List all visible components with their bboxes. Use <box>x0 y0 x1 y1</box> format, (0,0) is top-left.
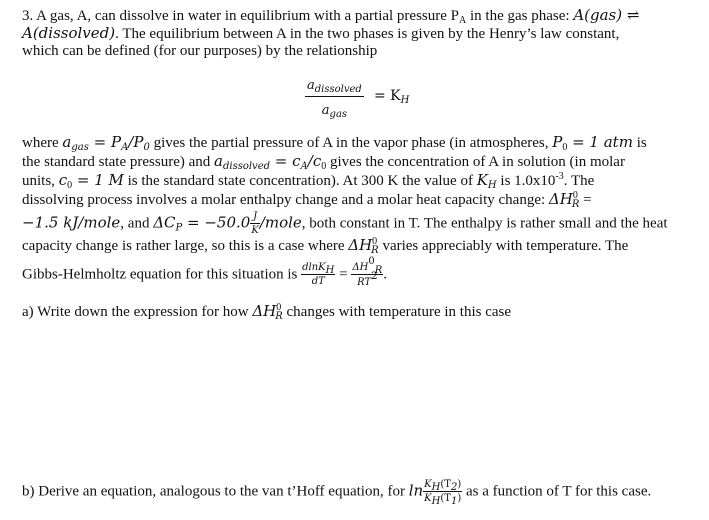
intro-line-3 <box>22 42 377 60</box>
part-b-question: b) Derive an equation, analogous to the van t’Hoff equation, for ln $\frac{K_H(T_2)}{K_H(T_1)}$ as a function of T for this case. <box>22 479 652 507</box>
body-line-3: units, $c_0 = 1$ M is the standard state concentration). At 300 K the value of $K_H$ is $1.0x10^{-3}$. The <box>22 171 595 191</box>
body-line-6: capacity change is rather large, so this is a case where $\Delta H^0_R$ varies appreciably with temperature. The <box>22 236 629 256</box>
intro-line-2 <box>22 24 619 43</box>
intro-text: in the gas phase: <box>466 8 574 24</box>
body-line-4: dissolving process involves a molar enthalpy change and a molar heat capacity change: $\Delta H^0_R$ = <box>22 190 592 210</box>
body-line-5: −1.5 kJ/mole, and $\Delta C_P = -50.0$ $\frac{J}{K}$ /mole, both constant in T. The enthalpy is rather small and the heat <box>22 211 668 236</box>
intro-text: 3. A gas, A, can dissolve in water in equilibrium with a partial pressure P <box>22 8 460 24</box>
reaction-equation: A(dissolved) <box>22 24 116 42</box>
subscript: A <box>459 15 467 26</box>
unit-fraction: $\frac{J}{K}$ <box>251 211 259 236</box>
gibbs-helmholtz-lhs: $\frac{dlnK_H}{dT}$ <box>302 262 335 287</box>
fraction-numerator: $a_{dissolved}$ <box>307 78 362 95</box>
body-line-7: Gibbs-Helmholtz equation for this situation is $\frac{dlnK_H}{dT}$ = $\frac{\Delta H^0_R}{RT^2}$ . <box>22 256 387 288</box>
body-line-1: where $a_{gas} = P_A/P_0$ gives the partial pressure of A in the vapor phase (in atmospheres, $P_0 = 1$ atm is <box>22 133 647 153</box>
henry-law-fraction <box>305 78 364 118</box>
henry-law-rhs: = $K_H$ <box>374 88 410 106</box>
reaction-equation: A(gas) ⇌ <box>573 6 640 24</box>
intro-line-1 <box>22 6 639 25</box>
part-b-ratio: $\frac{K_H(T_2)}{K_H(T_1)}$ <box>424 479 462 507</box>
gibbs-helmholtz-rhs: $\frac{\Delta H^0_R}{RT^2}$ <box>352 256 383 288</box>
fraction-denominator: $a_{gas}$ <box>321 103 348 120</box>
intro-text: which can be defined (for our purposes) by the relationship <box>22 43 378 59</box>
intro-text: . The equilibrium between A in the two phases is given by the Henry’s law constant, <box>115 26 620 42</box>
body-line-2: the standard state pressure) and $a_{dissolved} = c_A/c_0$ gives the concentration of A in solution (in molar <box>22 152 625 172</box>
part-a-question: a) Write down the expression for how $\Delta H^0_R$ changes with temperature in this case <box>22 302 512 322</box>
